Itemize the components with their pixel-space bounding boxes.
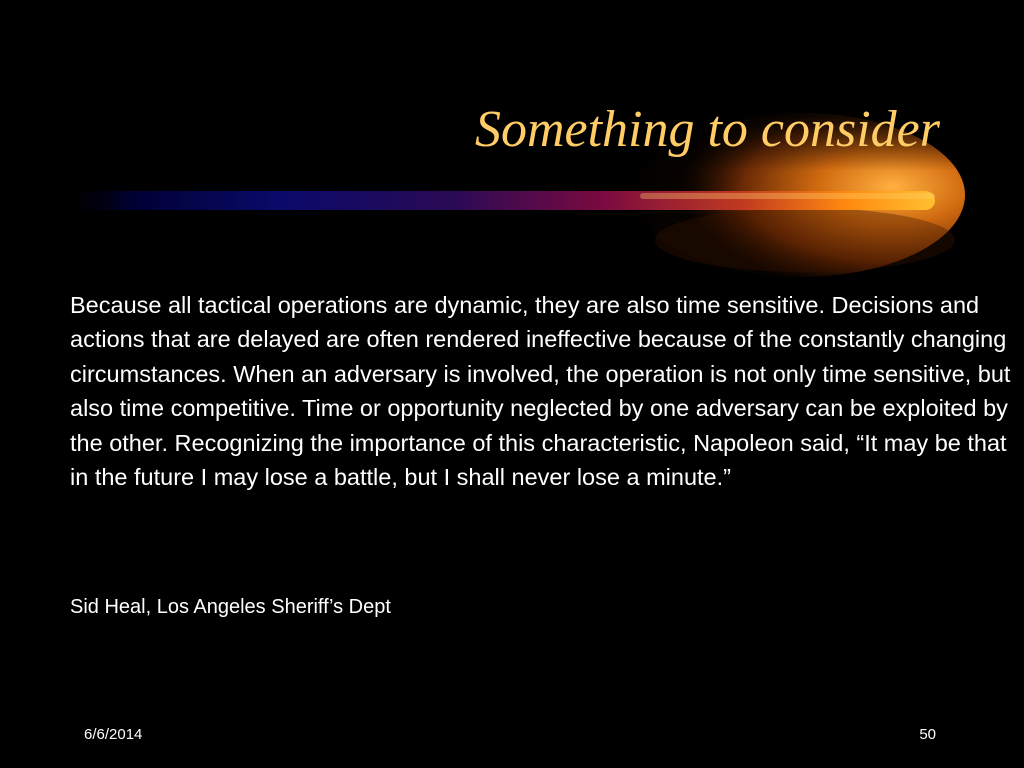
footer-date: 6/6/2014 [84, 726, 143, 743]
footer-page-number: 50 [919, 726, 936, 743]
body-paragraph-text: Because all tactical operations are dynamic, they are also time sensitive. Decisions and actions that are delayed are often rendered ineffective because of the constantly changing circumstances. When an adversary is involved, the operation is not only time sensitive, but also time competitive. Time or opportunity neglected by one adversary can be exploited by the other. Recognizing the importance of this characteristic, Napoleon said, “It may be that in the future I may lose a battle, but I shall never lose a minute.” [70, 292, 1011, 491]
slide-title: Something to consider [474, 101, 940, 158]
gradient-bar [60, 191, 935, 210]
body-paragraph [70, 288, 1015, 494]
attribution-text: Sid Heal, Los Angeles Sheriff’s Dept [70, 596, 391, 618]
